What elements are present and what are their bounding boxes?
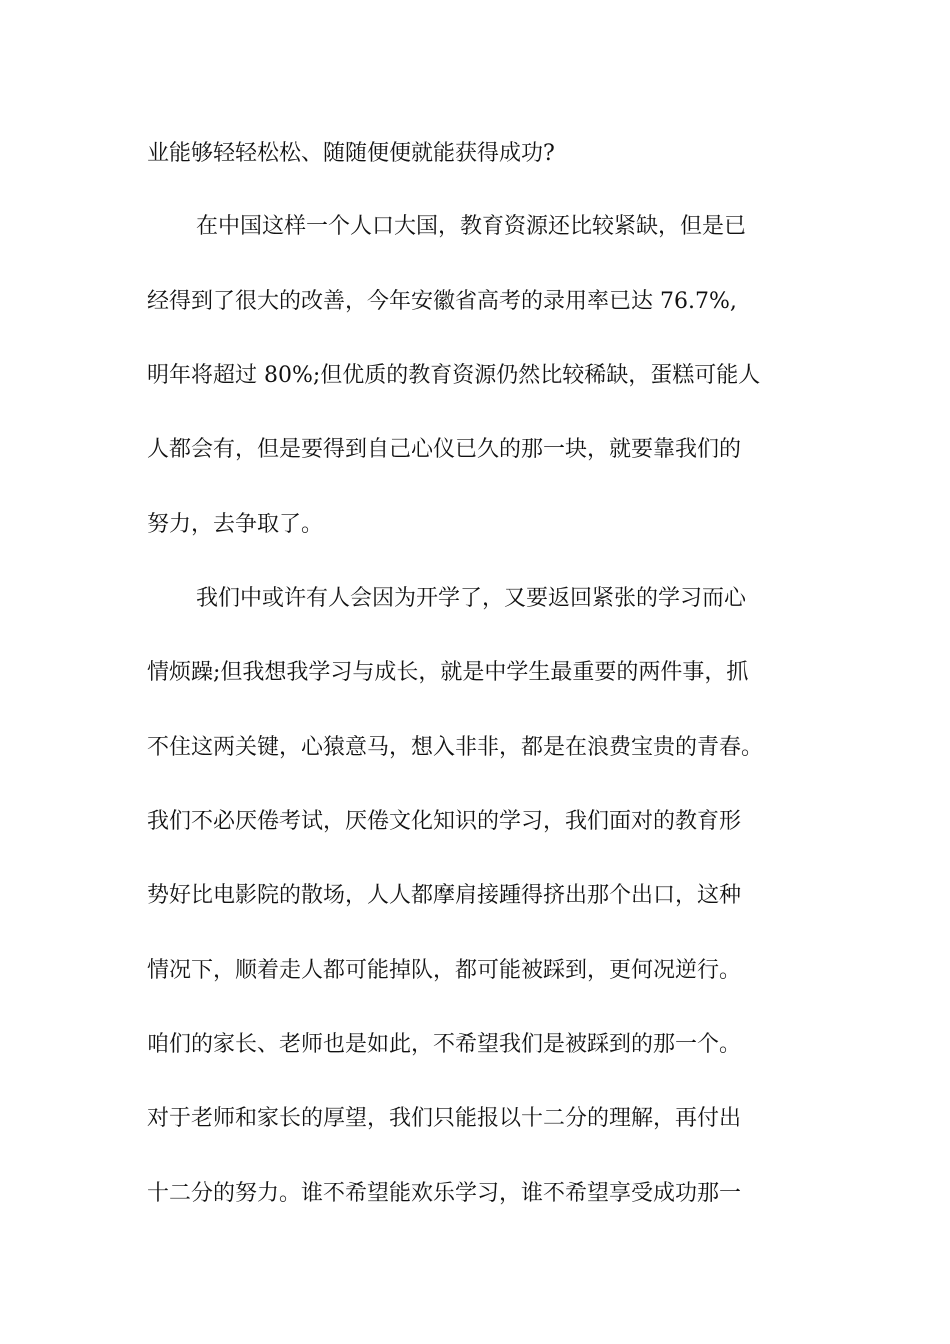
text-line: 努力，去争取了。 (147, 512, 324, 537)
text-line: 业能够轻轻松松、随随便便就能获得成功? (147, 141, 555, 166)
text-line: 经得到了很大的改善，今年安徽省高考的录用率已达 76.7%, (147, 289, 737, 314)
text-line: 十二分的努力。谁不希望能欢乐学习，谁不希望享受成功那一 (147, 1181, 742, 1206)
text-line: 对于老师和家长的厚望，我们只能报以十二分的理解，再付出 (147, 1106, 742, 1131)
text-line: 不住这两关键，心猿意马，想入非非，都是在浪费宝贵的青春。 (147, 735, 764, 760)
text-line: 咱们的家长、老师也是如此，不希望我们是被踩到的那一个。 (147, 1032, 742, 1057)
text-line: 势好比电影院的散场，人人都摩肩接踵得挤出那个出口，这种 (147, 883, 742, 908)
text-line: 我们中或许有人会因为开学了，又要返回紧张的学习而心 (196, 586, 747, 611)
text-line: 我们不必厌倦考试，厌倦文化知识的学习，我们面对的教育形 (147, 809, 742, 834)
text-line: 情况下，顺着走人都可能掉队，都可能被踩到，更何况逆行。 (147, 958, 742, 983)
text-line: 情烦躁;但我想我学习与成长，就是中学生最重要的两件事，抓 (147, 660, 749, 685)
text-line: 在中国这样一个人口大国，教育资源还比较紧缺，但是已 (196, 214, 747, 239)
text-line: 人都会有，但是要得到自己心仪已久的那一块，就要靠我们的 (147, 437, 742, 462)
text-line: 明年将超过 80%;但优质的教育资源仍然比较稀缺，蛋糕可能人 (147, 363, 761, 388)
